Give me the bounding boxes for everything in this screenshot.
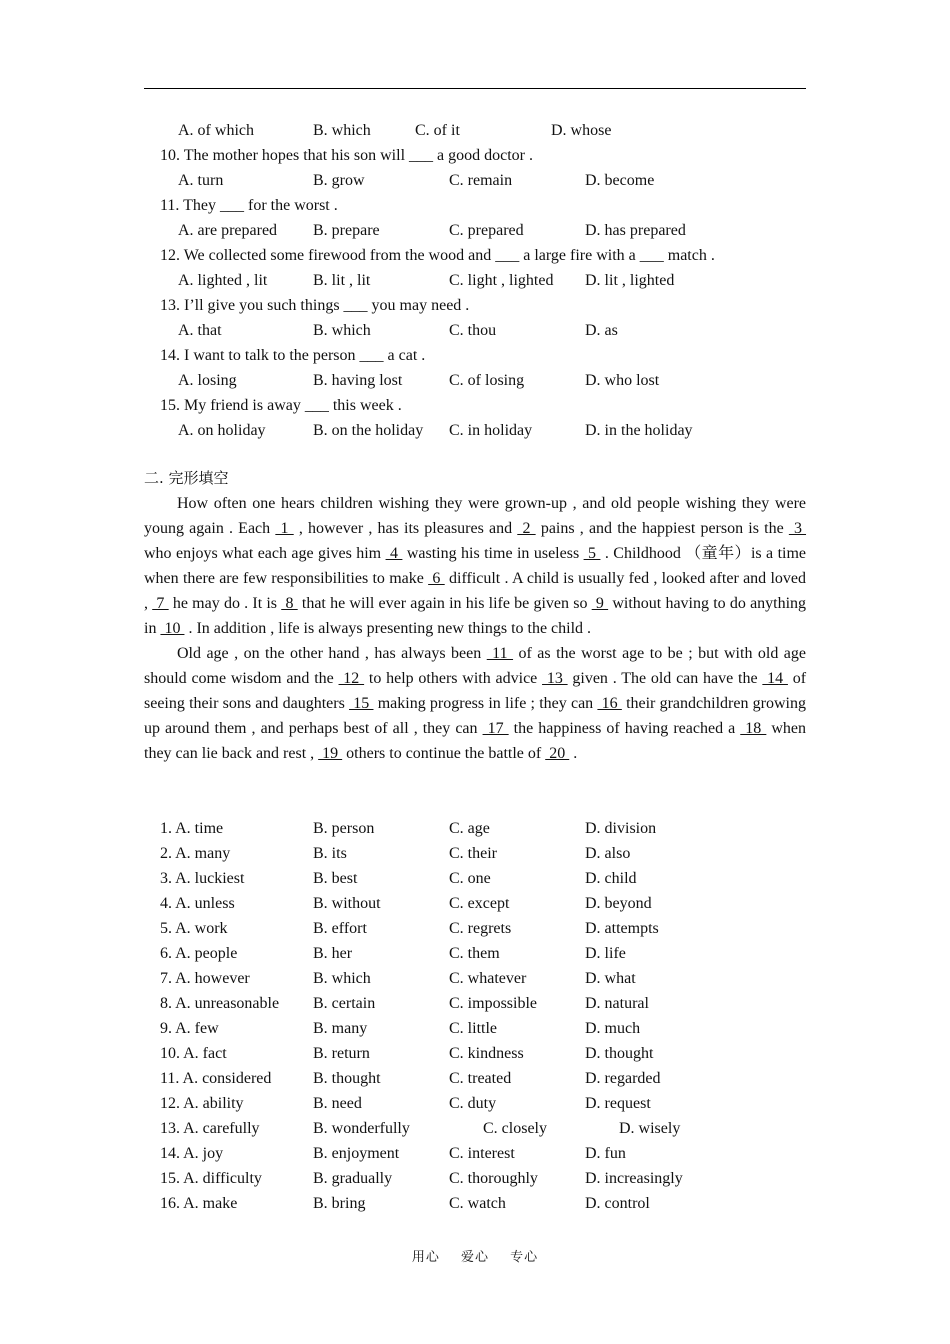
options-row — [0, 218, 950, 243]
option-b: B. many — [313, 1020, 368, 1037]
option-a: 13. A. carefully — [160, 1120, 260, 1137]
blank: 17 — [482, 720, 509, 737]
option-a: A. of which — [178, 122, 254, 139]
option-c: C. whatever — [449, 970, 527, 987]
option-b: B. her — [313, 945, 353, 962]
answer-options-row — [0, 1116, 950, 1141]
blank: 2 — [517, 520, 536, 537]
option-a: 8. A. unreasonable — [160, 995, 280, 1012]
option-c: C. treated — [449, 1070, 512, 1087]
option-b: B. which — [313, 322, 371, 339]
answer-options-row — [0, 991, 950, 1016]
question-stem: 10. The mother hopes that his son will ___ a good doctor . — [160, 147, 533, 164]
answer-options-row — [0, 916, 950, 941]
option-c: C. remain — [449, 172, 513, 189]
option-c: C. kindness — [449, 1045, 524, 1062]
option-b: B. which — [313, 970, 371, 987]
option-d: D. child — [585, 870, 637, 887]
option-a: 5. A. work — [160, 920, 228, 937]
option-a: A. are prepared — [178, 222, 278, 239]
option-d: D. as — [585, 322, 618, 339]
answer-options-row — [0, 966, 950, 991]
blank: 5 — [583, 545, 601, 562]
option-a: 12. A. ability — [160, 1095, 244, 1112]
options-row — [0, 418, 950, 443]
option-b: B. having lost — [313, 372, 403, 389]
options-row-q9 — [0, 118, 950, 143]
option-a: A. on holiday — [178, 422, 266, 439]
option-b: B. best — [313, 870, 358, 887]
option-d: D. life — [585, 945, 626, 962]
answer-options-row — [0, 1041, 950, 1066]
option-d: D. also — [585, 845, 631, 862]
option-a: 2. A. many — [160, 845, 231, 862]
option-c: C. impossible — [449, 995, 538, 1012]
option-b: B. need — [313, 1095, 362, 1112]
option-b: B. lit , lit — [313, 272, 371, 289]
answer-options-row — [0, 1066, 950, 1091]
option-a: 11. A. considered — [160, 1070, 272, 1087]
option-d: D. lit , lighted — [585, 272, 675, 289]
passage-paragraph: Old age , on the other hand , has always been 11 of as the worst age to be ; but with old age should come wisdom and the 12 to help others with advice 13 given . The old can have the 14 of seeing their sons and daughters 15 making progress in life ; they can 16 their grandchildren growing up around them , and perhaps best of all , they can 17 the happiness of having reached a 18 when they can lie back and rest , 19 others to continue the battle of 20 . — [144, 645, 807, 762]
blank: 7 — [152, 595, 169, 612]
option-b: B. bring — [313, 1195, 366, 1212]
option-c: C. except — [449, 895, 510, 912]
blank: 12 — [338, 670, 365, 687]
section-heading: 二. 完形填空 — [144, 469, 229, 487]
option-d: D. wisely — [619, 1120, 681, 1137]
option-a: 15. A. difficulty — [160, 1170, 262, 1187]
option-c: C. light , lighted — [449, 272, 554, 289]
option-d: D. become — [585, 172, 655, 189]
option-c: C. closely — [483, 1120, 547, 1137]
option-a: 7. A. however — [160, 970, 250, 987]
page-footer — [0, 1246, 950, 1265]
options-row — [0, 268, 950, 293]
option-d: D. has prepared — [585, 222, 686, 239]
option-a: 10. A. fact — [160, 1045, 227, 1062]
options-row — [0, 368, 950, 393]
option-b: B. on the holiday — [313, 422, 424, 439]
question-stem: 13. I’ll give you such things ___ you may need . — [160, 297, 470, 314]
option-d: D. request — [585, 1095, 651, 1112]
option-d: D. thought — [585, 1045, 654, 1062]
cloze-passage — [144, 491, 806, 766]
option-c: C. watch — [449, 1195, 506, 1212]
blank: 13 — [542, 670, 568, 687]
blank: 9 — [591, 595, 609, 612]
answer-options-row — [0, 1191, 950, 1216]
option-a: A. turn — [178, 172, 224, 189]
options-row — [0, 318, 950, 343]
option-b: B. wonderfully — [313, 1120, 410, 1137]
option-d: D. division — [585, 820, 657, 837]
option-a: 14. A. joy — [160, 1145, 224, 1162]
option-c: C. thou — [449, 322, 497, 339]
option-d: D. control — [585, 1195, 650, 1212]
blank: 15 — [349, 695, 374, 712]
option-b: B. prepare — [313, 222, 380, 239]
option-d: D. whose — [551, 122, 612, 139]
option-a: 9. A. few — [160, 1020, 219, 1037]
blank: 18 — [740, 720, 767, 737]
question-stem: 14. I want to talk to the person ___ a cat . — [160, 347, 426, 364]
option-c: C. one — [449, 870, 491, 887]
option-a: 1. A. time — [160, 820, 224, 837]
blank: 1 — [275, 520, 294, 537]
option-b: B. grow — [313, 172, 365, 189]
option-c: C. of losing — [449, 372, 525, 389]
answer-options-row — [0, 841, 950, 866]
option-d: D. attempts — [585, 920, 659, 937]
answer-options-row — [0, 1091, 950, 1116]
answer-options-row — [0, 866, 950, 891]
option-a: A. lighted , lit — [178, 272, 268, 289]
option-c: C. in holiday — [449, 422, 533, 439]
blank: 4 — [385, 545, 403, 562]
option-c: C. thoroughly — [449, 1170, 538, 1187]
option-d: D. regarded — [585, 1070, 661, 1087]
option-c: C. age — [449, 820, 490, 837]
option-b: B. thought — [313, 1070, 381, 1087]
option-c: C. of it — [415, 122, 460, 139]
footer-text: 爱心 — [460, 1250, 489, 1265]
option-d: D. natural — [585, 995, 649, 1012]
option-d: D. much — [585, 1020, 641, 1037]
answer-options-row — [0, 941, 950, 966]
option-b: B. return — [313, 1045, 370, 1062]
option-b: B. without — [313, 895, 381, 912]
option-d: D. increasingly — [585, 1170, 683, 1187]
option-b: B. person — [313, 820, 375, 837]
blank: 11 — [486, 645, 514, 662]
options-row — [0, 168, 950, 193]
option-d: D. who lost — [585, 372, 660, 389]
blank: 8 — [281, 595, 298, 612]
footer-text: 专心 — [510, 1250, 539, 1265]
option-d: D. what — [585, 970, 636, 987]
answer-options-row — [0, 1141, 950, 1166]
footer-text: 用心 — [411, 1250, 440, 1265]
option-c: C. their — [449, 845, 497, 862]
option-b: B. effort — [313, 920, 367, 937]
blank: 16 — [597, 695, 622, 712]
blank: 3 — [788, 520, 807, 537]
option-b: B. enjoyment — [313, 1145, 400, 1162]
question-stem: 12. We collected some firewood from the wood and ___ a large fire with a ___ match . — [160, 247, 715, 264]
blank: 19 — [318, 745, 343, 762]
option-c: C. prepared — [449, 222, 524, 239]
option-b: B. certain — [313, 995, 376, 1012]
question-stem: 11. They ___ for the worst . — [160, 197, 338, 214]
blank: 10 — [160, 620, 185, 637]
option-a: 16. A. make — [160, 1195, 238, 1212]
option-d: D. in the holiday — [585, 422, 693, 439]
option-d: D. beyond — [585, 895, 652, 912]
option-a: 4. A. unless — [160, 895, 235, 912]
question-stem: 15. My friend is away ___ this week . — [160, 397, 402, 414]
header-rule — [144, 88, 806, 89]
option-c: C. duty — [449, 1095, 497, 1112]
option-b: B. its — [313, 845, 347, 862]
option-b: B. gradually — [313, 1170, 393, 1187]
answer-options-row — [0, 1016, 950, 1041]
option-c: C. them — [449, 945, 500, 962]
option-d: D. fun — [585, 1145, 626, 1162]
option-a: A. that — [178, 322, 222, 339]
option-a: 3. A. luckiest — [160, 870, 245, 887]
blank: 6 — [428, 570, 445, 587]
option-a: A. losing — [178, 372, 237, 389]
option-c: C. interest — [449, 1145, 515, 1162]
blank: 20 — [545, 745, 570, 762]
passage-paragraph: How often one hears children wishing they were grown-up , and old people wishing they were young again . Each 1 , however , has its pleasures and 2 pains , and the happiest person is the 3 who enjoys what each age gives him 4 wasting his time in useless 5 . Childhood （童年）is a time when there are few responsibilities to make 6 difficult . A child is usually fed , looked after and loved , 7 he may do . It is 8 that he will ever again in his life be given so 9 without having to do anything in 10 . In addition , life is always presenting new things to the child . — [144, 495, 807, 637]
answer-options-row — [0, 816, 950, 841]
option-a: 6. A. people — [160, 945, 238, 962]
option-c: C. little — [449, 1020, 497, 1037]
answer-options-row — [0, 1166, 950, 1191]
option-b: B. which — [313, 122, 371, 139]
answer-options-row — [0, 891, 950, 916]
blank: 14 — [762, 670, 788, 687]
option-c: C. regrets — [449, 920, 512, 937]
